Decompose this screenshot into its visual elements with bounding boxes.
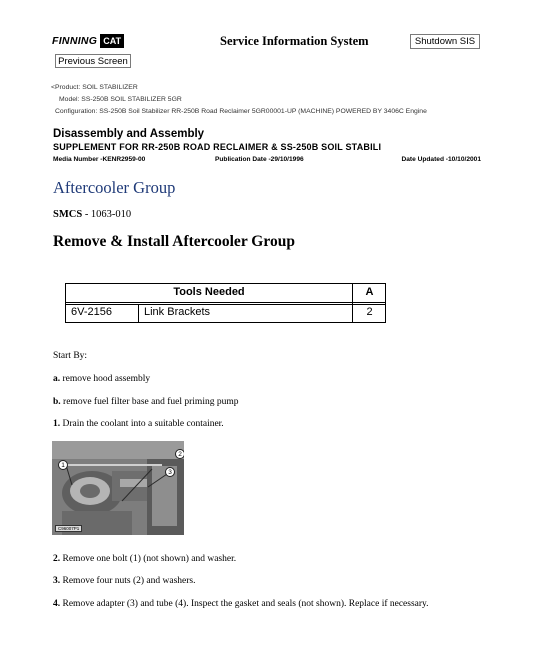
step-item: 4. Remove adapter (3) and tube (4). Inspect the gasket and seals (not shown). Replace if necessary.: [53, 599, 429, 609]
page-heading: Remove & Install Aftercooler Group: [53, 233, 295, 250]
publication-date: Publication Date -29/10/1996: [215, 156, 304, 163]
callout-1: 1: [58, 460, 68, 470]
tools-header-col: A: [365, 286, 374, 298]
tools-needed-table: [65, 283, 386, 323]
back-arrow-icon: <: [51, 84, 55, 91]
product-text: Product: SOIL STABILIZER: [55, 84, 138, 91]
model-line: Model: SS-250B SOIL STABILIZER 5GR: [59, 96, 182, 103]
tool-part-number: 6V-2156: [71, 306, 112, 318]
previous-screen-button[interactable]: Previous Screen: [55, 54, 131, 68]
group-title: Aftercooler Group: [53, 178, 176, 197]
callout-2: 2: [175, 449, 184, 459]
step-item: 1. Drain the coolant into a suitable container.: [53, 419, 224, 429]
start-by-label: Start By:: [53, 351, 88, 361]
media-number: Media Number -KENR2959-00: [53, 156, 146, 163]
product-line: [51, 84, 138, 91]
configuration-line: Configuration: SS-250B Soil Stabilizer RR-250B Road Reclaimer 5GR00001-UP (MACHINE) POWERED BY 3406C Engine: [55, 108, 427, 115]
tool-name: Link Brackets: [144, 306, 211, 318]
photo-id-label: C96007P1: [55, 525, 82, 532]
tools-header: Tools Needed: [173, 286, 245, 298]
finning-cat-logo: [52, 30, 140, 52]
step-item: 3. Remove four nuts (2) and washers.: [53, 576, 196, 586]
callout-3: 3: [165, 467, 175, 477]
smcs-label: SMCS: [53, 209, 83, 220]
date-updated: Date Updated -10/10/2001: [401, 156, 481, 163]
logo-text: FINNING: [52, 35, 98, 47]
section-heading: Disassembly and Assembly: [53, 128, 205, 140]
supplement-heading: SUPPLEMENT FOR RR-250B ROAD RECLAIMER & SS-250B SOIL STABILI: [53, 142, 382, 152]
prereq-item: a. remove hood assembly: [53, 374, 151, 384]
tool-quantity: 2: [366, 306, 373, 318]
shutdown-sis-button[interactable]: Shutdown SIS: [410, 34, 480, 49]
app-title: Service Information System: [220, 34, 369, 48]
smcs-value: - 1063-010: [82, 209, 132, 220]
engine-illustration: [52, 441, 184, 535]
cat-logo-mark: CAT: [100, 34, 124, 48]
smcs-code: [53, 209, 131, 220]
prereq-item: b. remove fuel filter base and fuel priming pump: [53, 397, 239, 407]
step-item: 2. Remove one bolt (1) (not shown) and washer.: [53, 554, 237, 564]
aftercooler-photo: [52, 441, 184, 535]
